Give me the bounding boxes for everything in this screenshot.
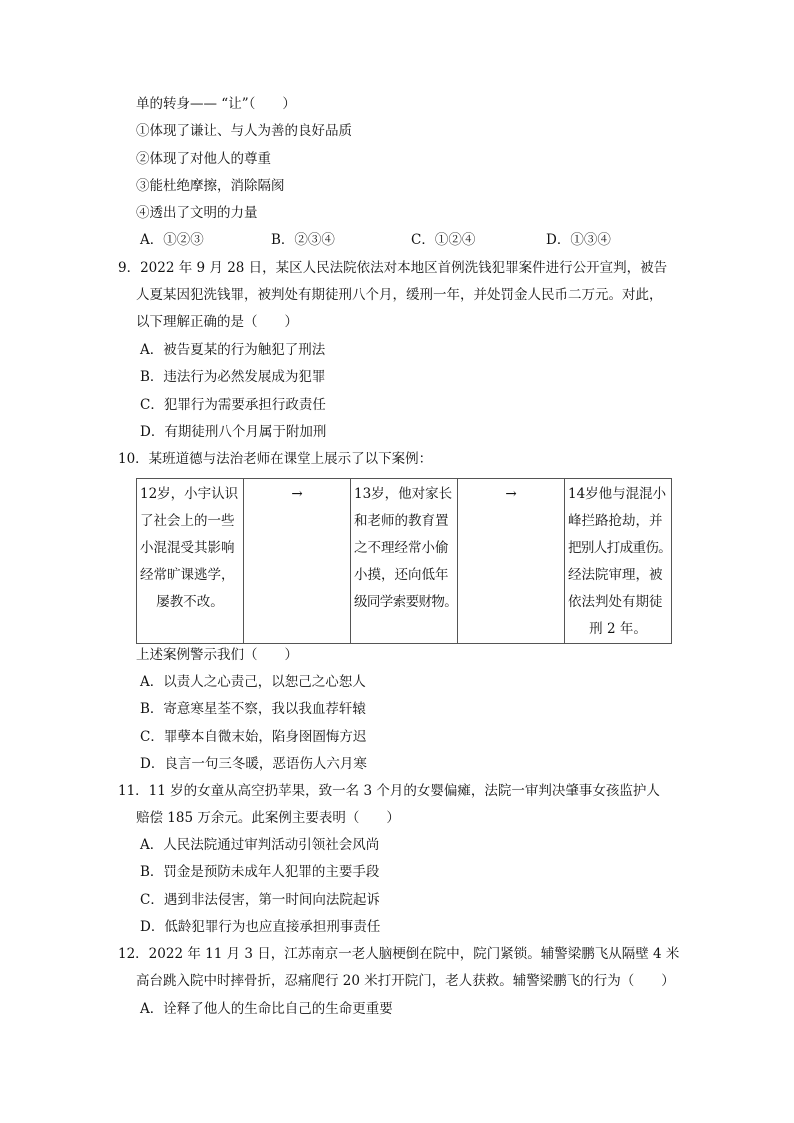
q10-stem: 10．某班道德与法治老师在课堂上展示了以下案例： [118, 451, 433, 467]
q11-option-c: C．遇到非法侵害，第一时间向法院起诉 [140, 892, 380, 908]
case2-line: 小摸，还向低年 [354, 567, 449, 583]
q11-option-b: B．罚金是预防未成年人犯罪的主要手段 [140, 864, 380, 880]
q8-item-4: ④透出了文明的力量 [136, 205, 258, 221]
q10-after: 上述案例警示我们（ ） [136, 647, 298, 663]
q9-option-d: D．有期徒刑八个月属于附加刑 [140, 424, 327, 440]
q11-stem-line-1: 11．11 岁的女童从高空扔苹果，致一名 3 个月的女婴偏瘫，法院一审判决肇事女孩监护人 [118, 783, 660, 799]
case3-line: 把别人打成重伤。 [568, 540, 672, 556]
q12-stem-line-1: 12．2022 年 11 月 3 日，江苏南京一老人脑梗倒在院中，院门紧锁。辅警梁鹏飞从隔壁 4 米 [118, 946, 680, 962]
q9-stem-line-2: 人夏某因犯洗钱罪，被判处有期徒刑八个月，缓刑一年，并处罚金人民币二万元。对此， [136, 287, 663, 303]
case-cell-3 [565, 479, 672, 644]
case2-line: 和老师的教育置 [354, 513, 449, 529]
q8-option-c: C．①②④ [411, 232, 476, 248]
case3-line: 峰拦路抢劫，并 [568, 513, 663, 529]
case2-line: 13岁，他对家长 [354, 486, 453, 502]
case2-line: 之不理经常小偷 [354, 540, 449, 556]
q8-item-2: ②体现了对他人的尊重 [136, 151, 271, 167]
case1-line: 12岁，小宇认识 [140, 486, 239, 502]
right-arrow-icon: → [505, 486, 517, 502]
case-cell-2 [351, 479, 458, 644]
case3-line: 依法判处有期徒 [568, 594, 663, 610]
q9-option-a: A．被告夏某的行为触犯了刑法 [140, 342, 326, 358]
q8-item-3: ③能杜绝摩擦，消除隔阂 [136, 178, 285, 194]
arrow-cell-2 [458, 479, 565, 644]
case2-line: 级同学索要财物。 [354, 594, 458, 610]
right-arrow-icon: → [291, 486, 303, 502]
q8-option-b: B．②③④ [271, 232, 335, 248]
case3-line: 经法院审理，被 [568, 567, 663, 583]
q9-option-b: B．违法行为必然发展成为犯罪 [140, 369, 326, 385]
q10-option-a: A．以责人之心责己，以恕己之心恕人 [140, 674, 366, 690]
q9-option-c: C．犯罪行为需要承担行政责任 [140, 397, 326, 413]
q10-case-table [136, 478, 672, 644]
q12-stem-line-2: 高台跳入院中时摔骨折，忍痛爬行 20 米打开院门，老人获救。辅警梁鹏飞的行为（ ） [136, 973, 675, 989]
q11-option-a: A．人民法院通过审判活动引领社会风尚 [140, 837, 380, 853]
case3-line: 14岁他与混混小 [568, 486, 667, 502]
case-cell-1 [137, 479, 244, 644]
q12-option-a: A．诠释了他人的生命比自己的生命更重要 [140, 1001, 393, 1017]
q10-option-c: C．罪孽本自微末始，陷身囹圄悔方迟 [140, 729, 367, 745]
case1-line: 了社会上的一些 [140, 513, 235, 529]
q10-option-b: B．寄意寒星荃不察，我以我血荐轩辕 [140, 701, 366, 717]
q11-stem-line-2: 赔偿 185 万余元。此案例主要表明（ ） [136, 810, 400, 826]
case1-line: 屡教不改。 [156, 594, 224, 610]
q10-option-d: D．良言一句三冬暖，恶语伤人六月寒 [140, 756, 367, 772]
q8-item-1: ①体现了谦让、与人为善的良好品质 [136, 123, 352, 139]
q9-stem-line-3: 以下理解正确的是（ ） [136, 314, 298, 330]
q11-option-d: D．低龄犯罪行为也应直接承担刑事责任 [140, 919, 381, 935]
q8-option-d: D．①③④ [546, 232, 611, 248]
q8-option-a: A．①②③ [140, 232, 204, 248]
q8-stem-tail: 单的转身—— “让”（ ） [136, 96, 296, 112]
q9-stem-line-1: 9．2022 年 9 月 28 日，某区人民法院依法对本地区首例洗钱犯罪案件进行公开宣判，被告 [118, 260, 668, 276]
arrow-cell-1 [244, 479, 351, 644]
case1-line: 小混混受其影响 [140, 540, 235, 556]
case1-line: 经常旷课逃学， [140, 567, 235, 583]
case3-line: 刑 2 年。 [589, 621, 647, 637]
